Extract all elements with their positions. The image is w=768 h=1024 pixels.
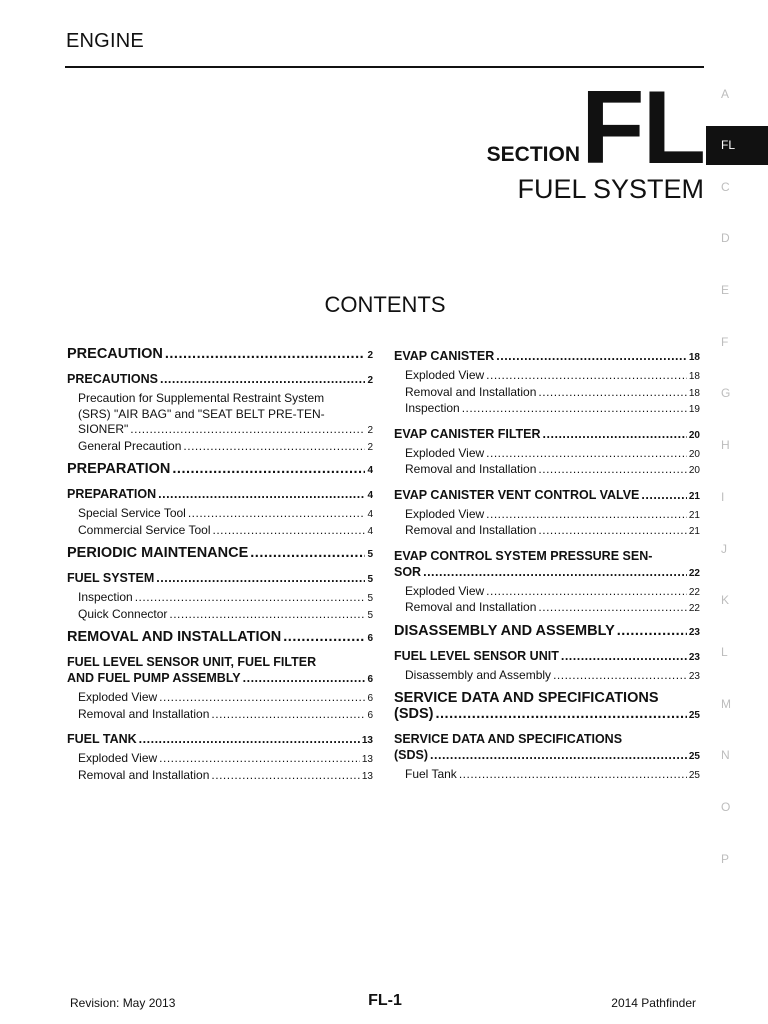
toc-entry-label: Exploded View (405, 445, 485, 460)
toc-entry[interactable] (67, 570, 373, 588)
toc-page-number: 6 (367, 674, 373, 685)
toc-entry-label: Exploded View (405, 368, 485, 382)
toc-entry[interactable] (394, 668, 700, 685)
contents-title: CONTENTS (324, 292, 446, 317)
toc-leader-dots (486, 368, 687, 384)
toc-leader-dots (158, 486, 365, 502)
toc-entry[interactable] (394, 600, 700, 617)
toc-entry-label: Precaution for Supplemental Restraint System (78, 391, 325, 405)
toc-leader-dots (538, 462, 686, 478)
toc-entry[interactable] (67, 523, 373, 540)
toc-entry-label: (SDS) (394, 706, 434, 722)
toc-entry[interactable] (394, 446, 700, 463)
toc-leader-dots (250, 545, 365, 561)
toc-page-number: 20 (688, 429, 700, 441)
toc-page-number: 4 (367, 490, 373, 501)
toc-page-number: 23 (688, 626, 700, 638)
header-label: ENGINE (66, 30, 144, 52)
toc-page-number: 4 (367, 525, 373, 537)
section-index-tab[interactable]: FL (706, 126, 768, 165)
toc-entry-label: Quick Connector (78, 606, 168, 621)
toc-entry-label: Inspection (78, 590, 133, 604)
toc-entry[interactable] (394, 648, 700, 666)
toc-leader-dots (538, 523, 686, 539)
toc-entry-label: Exploded View (78, 690, 158, 704)
toc-page-number: 20 (688, 465, 700, 476)
toc-entry[interactable] (394, 385, 700, 402)
toc-entry[interactable] (394, 548, 700, 582)
toc-entry-label: PERIODIC MAINTENANCE (67, 545, 249, 561)
toc-page-number: 6 (367, 693, 373, 704)
toc-leader-dots (617, 623, 687, 639)
toc-leader-dots (243, 670, 366, 686)
toc-right-column (394, 340, 700, 784)
toc-entry-label: Removal and Installation (405, 523, 537, 537)
toc-entry[interactable] (394, 584, 700, 601)
toc-entry-label: EVAP CONTROL SYSTEM PRESSURE SEN- (394, 548, 653, 563)
toc-page-number: 13 (361, 770, 373, 782)
toc-entry-label: EVAP CANISTER VENT CONTROL VALVE (394, 487, 640, 502)
section-title: FUEL SYSTEM (517, 174, 704, 204)
toc-leader-dots (211, 768, 359, 784)
toc-leader-dots (160, 371, 365, 387)
section-code: FL (580, 70, 704, 186)
section-index-tab[interactable]: L (721, 644, 728, 659)
toc-entry[interactable] (394, 487, 700, 505)
section-index-tab[interactable]: K (721, 593, 730, 608)
toc-page-number: 25 (688, 710, 700, 721)
toc-entry[interactable] (67, 731, 373, 749)
section-index-tab[interactable]: F (721, 334, 729, 349)
footer-page-number: FL-1 (368, 992, 402, 1009)
section-index-tab[interactable]: O (721, 799, 731, 814)
section-index-tab[interactable]: M (721, 696, 731, 711)
toc-entry[interactable] (394, 767, 700, 784)
toc-leader-dots (169, 607, 365, 623)
toc-entry-label: Removal and Installation (405, 462, 537, 476)
toc-entry[interactable] (67, 751, 373, 768)
toc-entry[interactable] (67, 590, 373, 607)
section-index-tab[interactable]: G (721, 386, 731, 401)
toc-leader-dots (283, 629, 365, 645)
toc-entry-label: Removal and Installation (78, 706, 210, 721)
toc-entry-label: EVAP CANISTER (394, 349, 495, 363)
toc-entry-label: (SRS) "AIR BAG" and "SEAT BELT PRE-TEN- (78, 406, 325, 421)
toc-leader-dots (459, 767, 687, 783)
toc-entry[interactable] (67, 629, 373, 645)
toc-entry-label: FUEL TANK (67, 732, 137, 746)
section-index-tab[interactable]: C (721, 179, 730, 194)
toc-page-number: 22 (688, 603, 700, 614)
footer-model: 2014 Pathfinder (611, 996, 696, 1010)
toc-entry-label: FUEL LEVEL SENSOR UNIT, FUEL FILTER (67, 655, 317, 669)
toc-entry[interactable] (67, 707, 373, 724)
toc-entry-label: Removal and Installation (78, 767, 210, 782)
section-index-tab[interactable]: H (721, 438, 730, 453)
toc-entry-label: PRECAUTION (67, 346, 163, 362)
toc-entry-label: PREPARATION (67, 487, 157, 501)
toc-leader-dots (159, 690, 365, 706)
section-index-tab[interactable]: E (721, 283, 730, 298)
toc-entry[interactable] (394, 368, 700, 385)
toc-page-number: 2 (367, 350, 373, 361)
toc-entry-label: Commercial Service Tool (78, 522, 211, 537)
section-index-tab[interactable]: N (721, 748, 730, 763)
toc-page-number: 2 (367, 375, 373, 386)
toc-entry-label: AND FUEL PUMP ASSEMBLY (67, 671, 241, 685)
toc-leader-dots (165, 346, 366, 362)
toc-leader-dots (496, 348, 687, 364)
toc-entry[interactable] (394, 426, 700, 444)
toc-page-number: 6 (367, 709, 373, 721)
toc-entry[interactable] (67, 346, 373, 362)
toc-entry-label: (SDS) (394, 748, 429, 762)
toc-entry-label: REMOVAL AND INSTALLATION (67, 629, 282, 645)
toc-page-number: 21 (688, 526, 700, 537)
toc-leader-dots (130, 422, 365, 438)
section-index-tab[interactable]: D (721, 231, 730, 246)
toc-left-column (67, 340, 373, 784)
toc-leader-dots (159, 751, 360, 767)
toc-entry-label: Fuel Tank (405, 767, 457, 781)
toc-page-number: 25 (688, 770, 700, 781)
toc-leader-dots (641, 487, 686, 503)
toc-entry[interactable] (394, 462, 700, 479)
toc-leader-dots (211, 707, 365, 723)
toc-entry-label: DISASSEMBLY AND ASSEMBLY (394, 622, 615, 639)
section-label: SECTION (486, 143, 580, 166)
toc-page-number: 18 (688, 352, 700, 363)
toc-leader-dots (423, 564, 687, 580)
toc-leader-dots (135, 590, 366, 606)
toc-entry-label: SIONER" (78, 422, 129, 436)
toc-leader-dots (172, 461, 365, 477)
toc-entry[interactable] (394, 731, 700, 765)
toc-entry[interactable] (67, 607, 373, 624)
toc-leader-dots (156, 570, 365, 586)
toc-entry-label: FUEL LEVEL SENSOR UNIT (394, 648, 559, 663)
toc-leader-dots (486, 584, 687, 600)
toc-entry-label: Inspection (405, 401, 460, 415)
toc-leader-dots (543, 426, 687, 442)
toc-leader-dots (188, 506, 366, 522)
toc-entry[interactable] (67, 371, 373, 389)
toc-page-number: 18 (688, 387, 700, 399)
toc-leader-dots (435, 706, 686, 722)
toc-leader-dots (139, 731, 360, 747)
toc-leader-dots (430, 747, 687, 763)
toc-entry[interactable] (67, 545, 373, 561)
toc-entry[interactable] (394, 507, 700, 524)
toc-page-number: 23 (688, 651, 700, 663)
section-index-tab[interactable]: I (721, 489, 725, 504)
toc-page-number: 23 (688, 670, 700, 682)
toc-entry[interactable] (67, 439, 373, 456)
toc-entry-label: General Precaution (78, 438, 182, 453)
toc-entry[interactable] (394, 623, 700, 639)
toc-entry-label: Removal and Installation (405, 600, 537, 614)
toc-leader-dots (538, 600, 686, 616)
toc-entry[interactable] (394, 523, 700, 540)
toc-entry[interactable] (67, 690, 373, 707)
toc-entry[interactable] (67, 654, 373, 688)
toc-page-number: 2 (367, 441, 373, 453)
toc-entry-label: FUEL SYSTEM (67, 571, 155, 585)
toc-entry-label: SERVICE DATA AND SPECIFICATIONS (394, 690, 659, 706)
header-rule (65, 66, 704, 68)
toc-entry[interactable] (67, 768, 373, 785)
toc-entry-label: Exploded View (405, 583, 485, 598)
toc-page-number: 4 (367, 509, 373, 520)
toc-entry[interactable] (67, 506, 373, 523)
footer-revision: Revision: May 2013 (70, 996, 176, 1010)
toc-page-number: 5 (367, 609, 373, 621)
toc-entry[interactable] (394, 690, 700, 722)
toc-page-number: 18 (688, 371, 700, 382)
toc-entry[interactable] (67, 461, 373, 477)
toc-page-number: 6 (367, 633, 373, 644)
toc-entry-label: EVAP CANISTER FILTER (394, 426, 541, 441)
toc-entry-label: SOR (394, 564, 422, 579)
toc-page-number: 13 (361, 735, 373, 746)
toc-leader-dots (561, 648, 687, 664)
toc-entry-label: SERVICE DATA AND SPECIFICATIONS (394, 732, 623, 746)
toc-leader-dots (486, 507, 687, 523)
toc-page-number: 25 (688, 751, 700, 762)
toc-entry-label: Exploded View (78, 751, 158, 765)
toc-leader-dots (538, 385, 686, 401)
toc-leader-dots (486, 446, 687, 462)
toc-page-number: 22 (688, 586, 700, 598)
toc-page-number: 13 (361, 754, 373, 765)
section-index-tab[interactable]: A (721, 87, 730, 101)
toc-entry[interactable] (67, 486, 373, 504)
toc-entry-label: Removal and Installation (405, 384, 537, 399)
toc-page-number: 21 (688, 490, 700, 502)
toc-entry[interactable] (394, 348, 700, 366)
section-index-tabs (706, 84, 768, 900)
toc-page-number: 5 (367, 574, 373, 585)
toc-page-number: 21 (688, 509, 700, 521)
toc-page-number: 20 (688, 448, 700, 460)
toc-leader-dots (462, 401, 687, 417)
section-index-tab[interactable]: J (721, 541, 727, 556)
toc-leader-dots (213, 523, 366, 539)
toc-entry-label: PRECAUTIONS (67, 372, 158, 386)
toc-page-number: 5 (367, 549, 373, 560)
toc-entry-label: Disassembly and Assembly (405, 667, 552, 682)
section-index-tab[interactable]: P (721, 851, 730, 866)
toc-leader-dots (553, 668, 687, 684)
toc-entry[interactable] (67, 391, 373, 439)
toc-entry-label: Exploded View (405, 506, 485, 521)
toc-page-number: 22 (688, 567, 700, 579)
toc-page-number: 5 (367, 593, 373, 604)
toc-page-number: 19 (688, 404, 700, 415)
toc-entry-label: PREPARATION (67, 461, 171, 477)
toc-entry-label: Special Service Tool (78, 506, 186, 520)
toc-leader-dots (183, 439, 365, 455)
toc-entry[interactable] (394, 401, 700, 418)
toc-page-number: 4 (367, 465, 373, 476)
toc-page-number: 2 (367, 425, 373, 436)
